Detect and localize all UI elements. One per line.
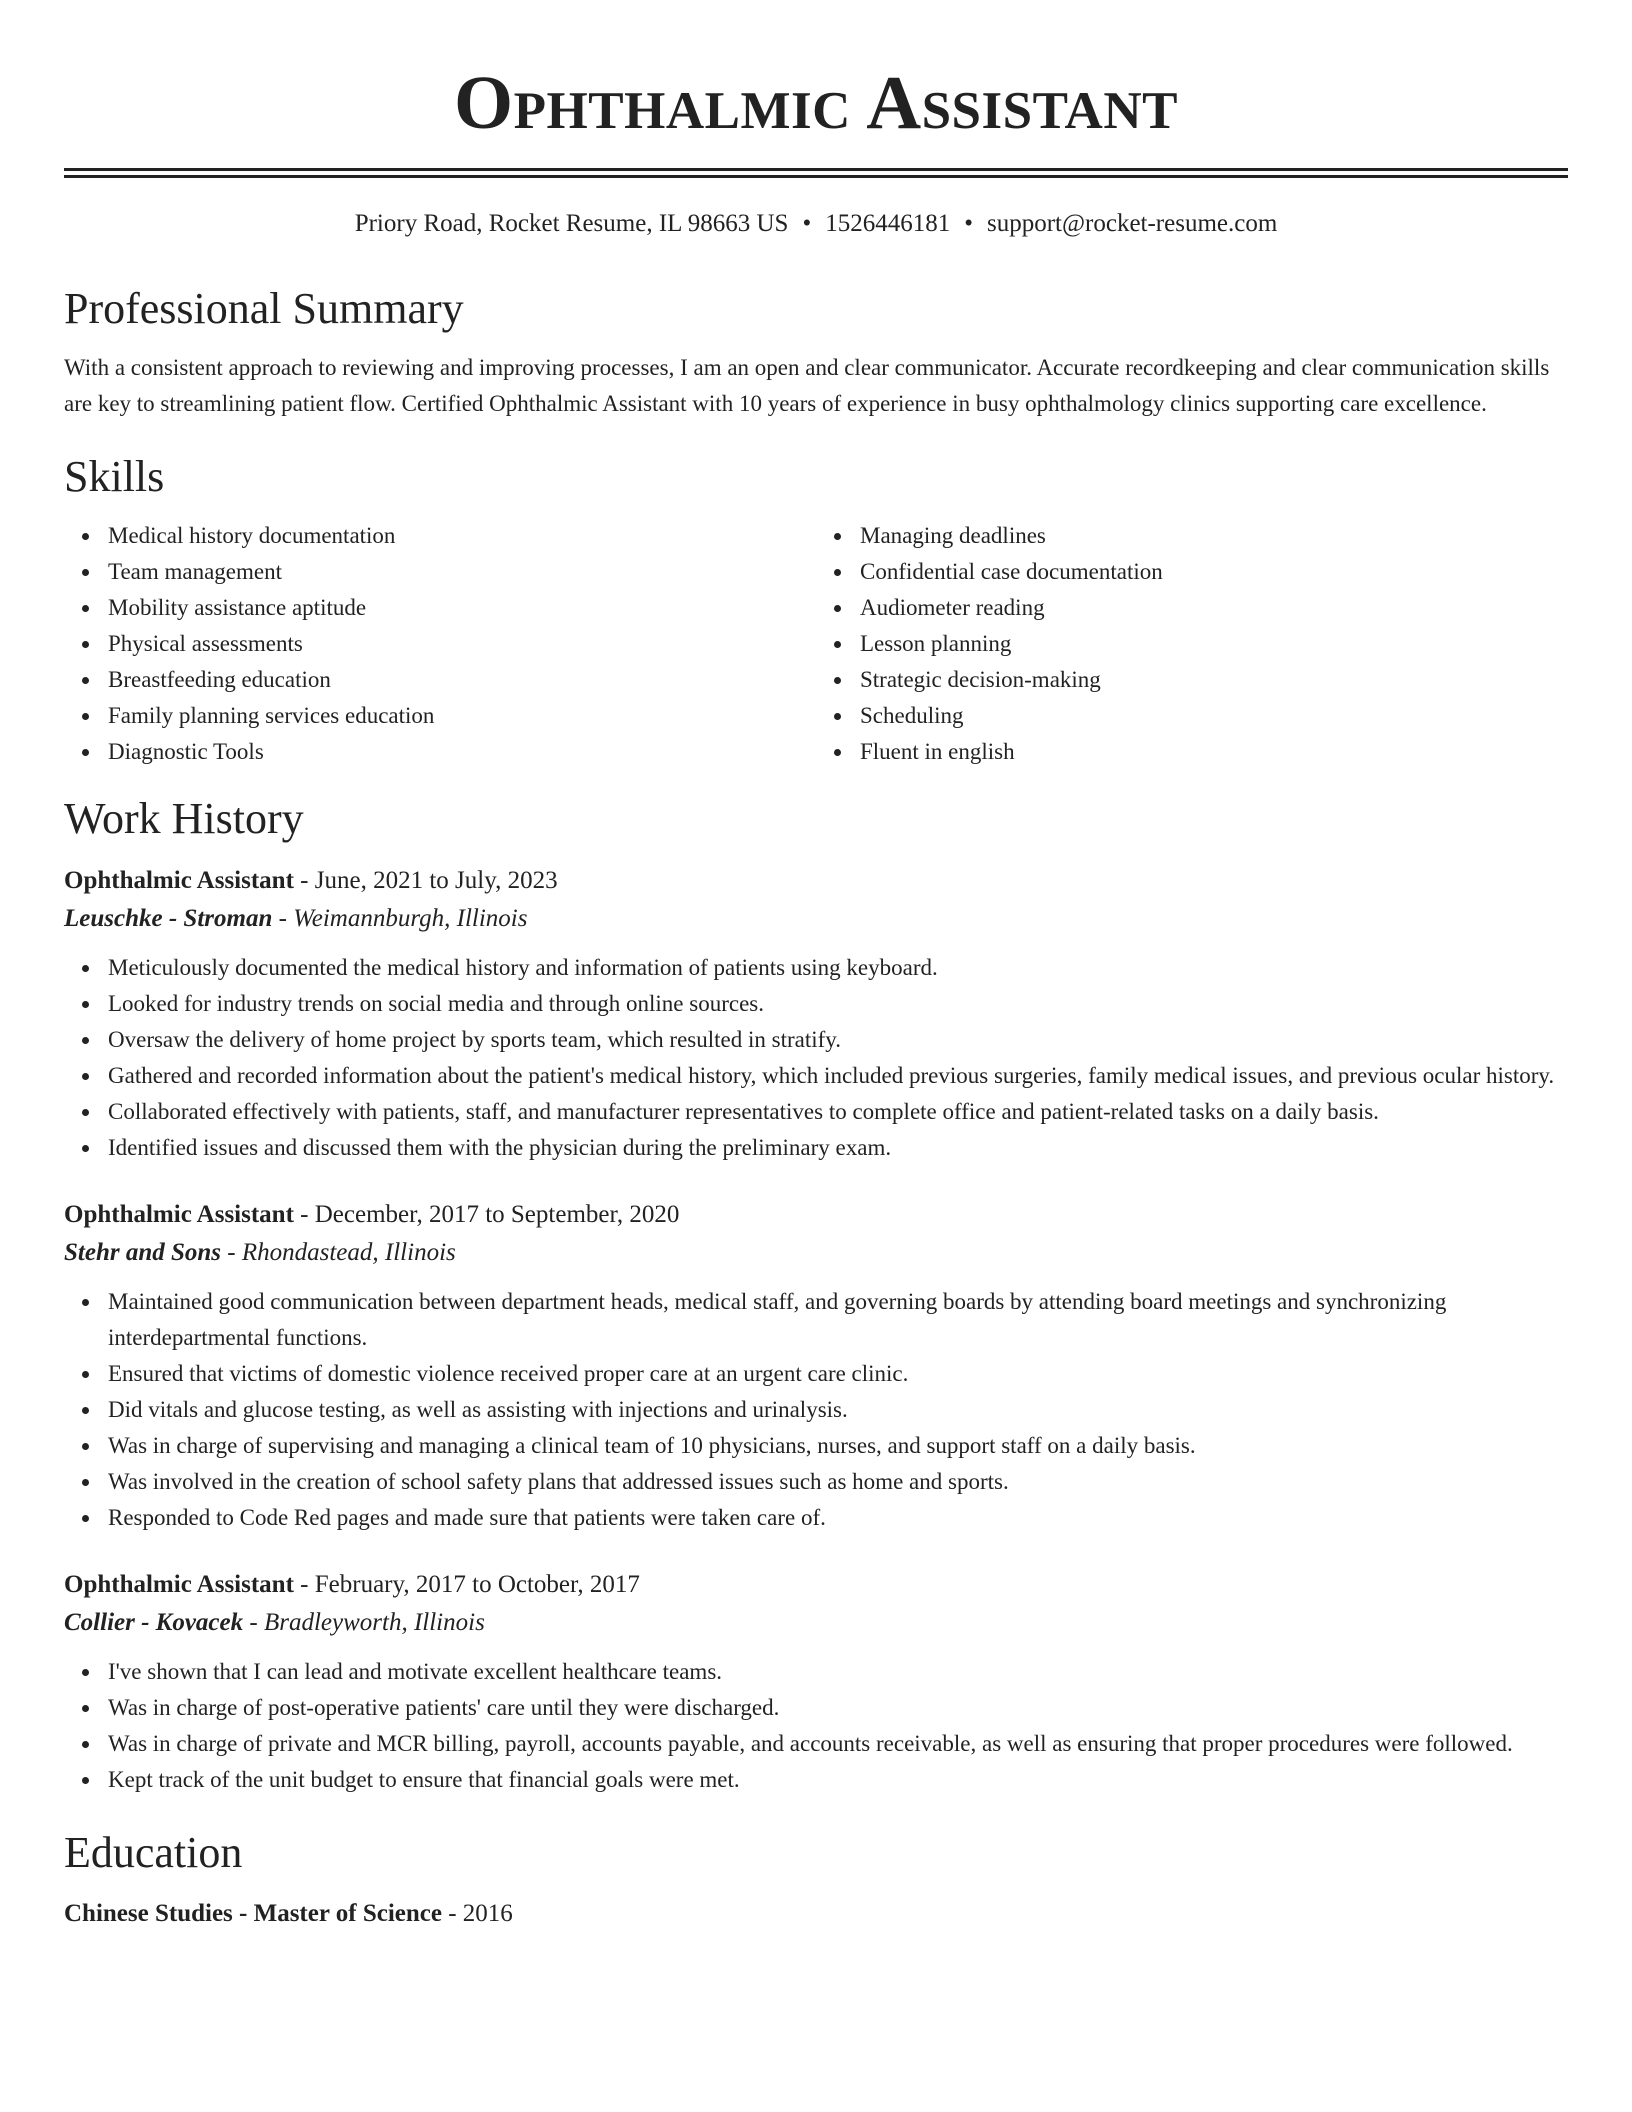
summary-heading: Professional Summary bbox=[64, 284, 464, 333]
skills-grid bbox=[64, 518, 1568, 770]
education-year: 2016 bbox=[462, 1900, 513, 1927]
job-bullet: Gathered and recorded information about the patient's medical history, which included previous surgeries, family medical issues, and previous ocular history. bbox=[108, 1058, 1568, 1094]
skill-item: Diagnostic Tools bbox=[108, 734, 816, 770]
job-bullet: Identified issues and discussed them with the physician during the preliminary exam. bbox=[108, 1130, 1568, 1166]
job-bullets bbox=[64, 1284, 1568, 1536]
job-entry bbox=[64, 1196, 1568, 1536]
skills-column-left bbox=[64, 518, 816, 770]
skills-column-right bbox=[816, 518, 1568, 770]
job-bullet: I've shown that I can lead and motivate excellent healthcare teams. bbox=[108, 1654, 1568, 1690]
contact-separator: • bbox=[802, 210, 812, 237]
education-degree: Chinese Studies - Master of Science bbox=[64, 1900, 442, 1927]
skill-item: Lesson planning bbox=[860, 626, 1568, 662]
skill-item: Medical history documentation bbox=[108, 518, 816, 554]
skill-item: Family planning services education bbox=[108, 698, 816, 734]
skill-item: Managing deadlines bbox=[860, 518, 1568, 554]
job-dates: June, 2021 to July, 2023 bbox=[314, 867, 558, 894]
title-divider bbox=[64, 168, 1568, 178]
job-employer: Leuschke - Stroman - Weimannburgh, Illinois bbox=[64, 905, 528, 932]
job-bullet: Was involved in the creation of school safety plans that addressed issues such as home and sports. bbox=[108, 1464, 1568, 1500]
job-employer: Collier - Kovacek - Bradleyworth, Illinois bbox=[64, 1609, 485, 1636]
resume-title: Ophthalmic Assistant bbox=[454, 61, 1178, 145]
skill-item: Confidential case documentation bbox=[860, 554, 1568, 590]
job-bullet: Collaborated effectively with patients, staff, and manufacturer representatives to complete office and patient-related tasks on a daily basis. bbox=[108, 1094, 1568, 1130]
skill-item: Strategic decision-making bbox=[860, 662, 1568, 698]
contact-email: support@rocket-resume.com bbox=[987, 210, 1278, 237]
work-history-heading: Work History bbox=[64, 794, 304, 843]
skill-item: Team management bbox=[108, 554, 816, 590]
job-dates: February, 2017 to October, 2017 bbox=[314, 1571, 640, 1598]
contact-separator: • bbox=[964, 210, 973, 237]
job-company: Collier - Kovacek bbox=[64, 1609, 244, 1636]
job-bullet: Kept track of the unit budget to ensure that financial goals were met. bbox=[108, 1762, 1568, 1798]
job-bullet: Looked for industry trends on social media and through online sources. bbox=[108, 986, 1568, 1022]
skills-heading: Skills bbox=[64, 452, 165, 501]
job-bullet: Ensured that victims of domestic violence received proper care at an urgent care clinic. bbox=[108, 1356, 1568, 1392]
job-employer: Stehr and Sons - Rhondastead, Illinois bbox=[64, 1239, 456, 1266]
job-location: Weimannburgh, Illinois bbox=[293, 905, 528, 932]
job-location: Bradleyworth, Illinois bbox=[263, 1609, 485, 1636]
contact-line bbox=[64, 208, 1568, 240]
job-header: Ophthalmic Assistant - December, 2017 to September, 2020 bbox=[64, 1201, 680, 1228]
job-bullet: Responded to Code Red pages and made sure that patients were taken care of. bbox=[108, 1500, 1568, 1536]
summary-text: With a consistent approach to reviewing and improving processes, I am an open and clear communicator. Accurate recordkeeping and clear communication skills are key to streamlining patient flow. Certified Ophthalmic Assistant with 10 years of experience in busy ophthalmology clinics supporting care excellence. bbox=[64, 355, 1550, 416]
job-bullets bbox=[64, 950, 1568, 1166]
job-entry bbox=[64, 862, 1568, 1166]
job-bullet: Maintained good communication between department heads, medical staff, and governing boards by attending board meetings and synchronizing interdepartmental functions. bbox=[108, 1284, 1568, 1356]
job-header: Ophthalmic Assistant - June, 2021 to July, 2023 bbox=[64, 867, 558, 894]
job-title: Ophthalmic Assistant bbox=[64, 1201, 294, 1228]
job-title: Ophthalmic Assistant bbox=[64, 867, 294, 894]
job-header: Ophthalmic Assistant - February, 2017 to October, 2017 bbox=[64, 1571, 640, 1598]
education-entry: Chinese Studies - Master of Science - 2016 bbox=[64, 1900, 513, 1927]
skill-item: Mobility assistance aptitude bbox=[108, 590, 816, 626]
job-bullets bbox=[64, 1654, 1568, 1798]
education-heading: Education bbox=[64, 1828, 243, 1877]
contact-phone: 1526446181 bbox=[825, 210, 951, 237]
resume-page bbox=[64, 0, 1568, 1932]
job-title: Ophthalmic Assistant bbox=[64, 1571, 294, 1598]
skill-item: Breastfeeding education bbox=[108, 662, 816, 698]
job-bullet: Was in charge of supervising and managing a clinical team of 10 physicians, nurses, and support staff on a daily basis. bbox=[108, 1428, 1568, 1464]
job-bullet: Oversaw the delivery of home project by sports team, which resulted in stratify. bbox=[108, 1022, 1568, 1058]
skill-item: Physical assessments bbox=[108, 626, 816, 662]
job-location: Rhondastead, Illinois bbox=[241, 1239, 456, 1266]
job-bullet: Did vitals and glucose testing, as well as assisting with injections and urinalysis. bbox=[108, 1392, 1568, 1428]
contact-address: Priory Road, Rocket Resume, IL 98663 US bbox=[354, 210, 789, 237]
job-dates: December, 2017 to September, 2020 bbox=[314, 1201, 680, 1228]
job-bullet: Was in charge of private and MCR billing, payroll, accounts payable, and accounts receivable, as well as ensuring that proper procedures were followed. bbox=[108, 1726, 1568, 1762]
job-bullet: Was in charge of post-operative patients' care until they were discharged. bbox=[108, 1690, 1568, 1726]
skill-item: Fluent in english bbox=[860, 734, 1568, 770]
skill-item: Scheduling bbox=[860, 698, 1568, 734]
job-company: Leuschke - Stroman bbox=[64, 905, 273, 932]
skill-item: Audiometer reading bbox=[860, 590, 1568, 626]
job-bullet: Meticulously documented the medical history and information of patients using keyboard. bbox=[108, 950, 1568, 986]
job-company: Stehr and Sons bbox=[64, 1239, 222, 1266]
job-entry bbox=[64, 1566, 1568, 1798]
